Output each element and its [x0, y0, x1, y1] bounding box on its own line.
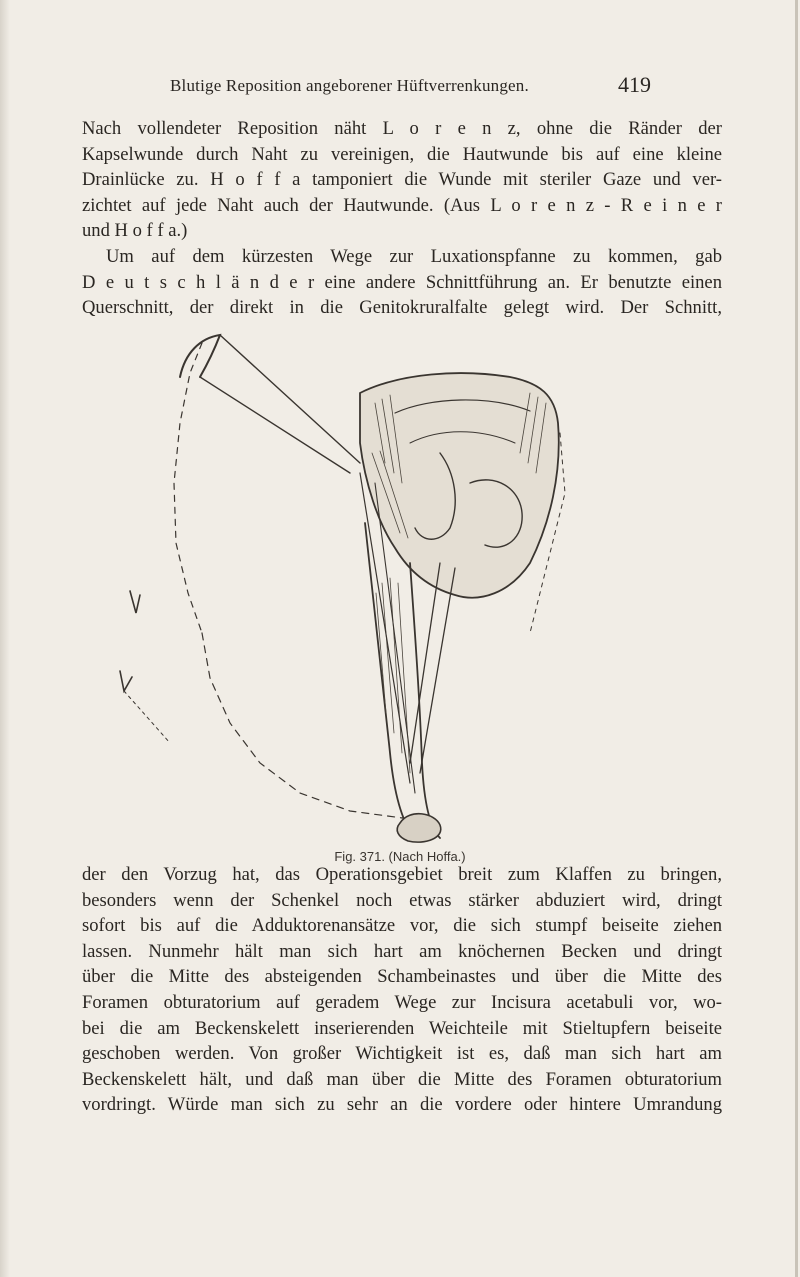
retractor-hook	[180, 335, 220, 377]
text-line: vordringt. Würde man sich zu sehr an die vordere oder hintere Umrandung	[82, 1094, 722, 1116]
dashed-guide-line	[174, 343, 202, 633]
anatomical-illustration	[110, 333, 650, 848]
text-line: zichtet auf jede Naht auch der Hautwunde. (Aus L o r e n z - R e i n e r	[82, 194, 722, 216]
page-edge-shadow	[0, 0, 10, 1277]
text-line: Foramen obturatorium auf geradem Wege zur Incisura acetabuli vor, wo-	[82, 991, 722, 1013]
text-line: sofort bis auf die Adduktorenansätze vor, die sich stumpf beiseite ziehen	[82, 915, 722, 937]
text-line: bei die am Beckenskelett inserierenden Weichteile mit Stieltupfern beiseite	[82, 1017, 722, 1039]
text-line: Drainlücke zu. H o f f a tamponiert die Wunde mit steriler Gaze und ver-	[82, 169, 722, 191]
text-line: Beckenskelett hält, und daß man über die Mitte des Foramen obturatorium	[82, 1068, 722, 1090]
text-line: Um auf dem kürzesten Wege zur Luxationspfanne zu kommen, gab	[106, 245, 722, 267]
knot-shape	[397, 814, 441, 842]
text-line: geschoben werden. Von großer Wichtigkeit ist es, daß man sich hart am	[82, 1043, 722, 1065]
paragraph-bottom	[82, 862, 722, 1118]
page-right-edge	[795, 0, 798, 1277]
figure-caption: Fig. 371. (Nach Hoffa.)	[334, 849, 466, 864]
arrow-marker	[130, 591, 140, 613]
running-header: Blutige Reposition angeborener Hüftverrenkungen.	[170, 76, 529, 95]
pelvis-outline	[360, 373, 559, 598]
page-number: 419	[618, 72, 651, 97]
text-line: und H o f f a.)	[82, 220, 188, 242]
text-line: D e u t s c h l ä n d e r eine andere Schnittführung an. Er benutzte einen	[82, 271, 722, 293]
text-line: Querschnitt, der direkt in die Genitokruralfalte gelegt wird. Der Schnitt,	[82, 297, 722, 319]
text-line: der den Vorzug hat, das Operationsgebiet breit zum Klaffen zu bringen,	[82, 864, 722, 885]
arrow-marker	[120, 671, 132, 691]
text-line: über die Mitte des absteigenden Schambeinastes und über die Mitte des	[82, 966, 722, 988]
dashed-guide-line	[202, 633, 410, 819]
text-line: besonders wenn der Schenkel noch etwas stärker abduziert wird, dringt	[82, 889, 722, 911]
text-line: lassen. Nunmehr hält man sich hart am knöchernen Becken und dringt	[82, 940, 722, 962]
text-line: Kapselwunde durch Naht zu vereinigen, die Hautwunde bis auf eine kleine	[82, 143, 722, 165]
paragraph-top	[82, 116, 722, 321]
text-line: Nach vollendeter Reposition näht L o r e n z, ohne die Ränder der	[82, 118, 722, 139]
